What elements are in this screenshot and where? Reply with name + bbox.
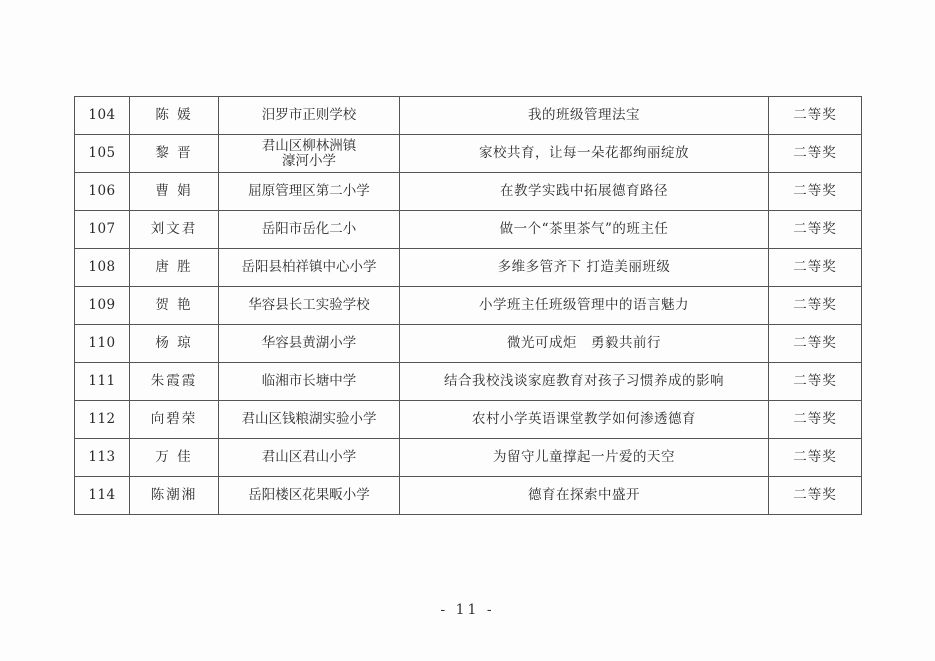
row-number-cell: 107: [75, 211, 130, 249]
school-cell: 君山区君山小学: [219, 439, 400, 477]
table-row: [75, 173, 862, 211]
row-number-cell: 113: [75, 439, 130, 477]
row-number-cell: 114: [75, 477, 130, 515]
page-number: - 11 -: [440, 602, 495, 618]
school-cell: 岳阳楼区花果畈小学: [219, 477, 400, 515]
award-level-cell: 二等奖: [769, 401, 862, 439]
row-number-cell: 112: [75, 401, 130, 439]
winner-name-cell: 黎 晋: [130, 135, 219, 173]
award-level-cell: 二等奖: [769, 363, 862, 401]
paper-title-cell: 微光可成炬 勇毅共前行: [400, 325, 769, 363]
school-cell: 屈原管理区第二小学: [219, 173, 400, 211]
winner-name-cell: 万 佳: [130, 439, 219, 477]
table-row: [75, 325, 862, 363]
paper-title-cell: 家校共育，让每一朵花都绚丽绽放: [400, 135, 769, 173]
school-cell: 临湘市长塘中学: [219, 363, 400, 401]
paper-title-cell: 做一个“茶里茶气”的班主任: [400, 211, 769, 249]
winner-name-cell: 陈 媛: [130, 97, 219, 135]
paper-title-cell: 为留守儿童撑起一片爱的天空: [400, 439, 769, 477]
school-cell: 君山区钱粮湖实验小学: [219, 401, 400, 439]
paper-title-cell: 结合我校浅谈家庭教育对孩子习惯养成的影响: [400, 363, 769, 401]
row-number-cell: 109: [75, 287, 130, 325]
award-level-cell: 二等奖: [769, 173, 862, 211]
table-row: [75, 287, 862, 325]
award-level-cell: 二等奖: [769, 477, 862, 515]
winner-name-cell: 朱霞霞: [130, 363, 219, 401]
paper-title-cell: 我的班级管理法宝: [400, 97, 769, 135]
award-level-cell: 二等奖: [769, 97, 862, 135]
award-level-cell: 二等奖: [769, 249, 862, 287]
school-cell: 华容县黄湖小学: [219, 325, 400, 363]
table-row: [75, 135, 862, 173]
table-row: [75, 439, 862, 477]
row-number-cell: 111: [75, 363, 130, 401]
paper-title-cell: 在教学实践中拓展德育路径: [400, 173, 769, 211]
row-number-cell: 110: [75, 325, 130, 363]
paper-title-cell: 小学班主任班级管理中的语言魅力: [400, 287, 769, 325]
winner-name-cell: 杨 琼: [130, 325, 219, 363]
table-row: [75, 249, 862, 287]
school-cell: 君山区柳林洲镇 濠河小学: [219, 135, 400, 173]
row-number-cell: 108: [75, 249, 130, 287]
winner-name-cell: 陈潮湘: [130, 477, 219, 515]
award-level-cell: 二等奖: [769, 135, 862, 173]
winner-name-cell: 向碧荣: [130, 401, 219, 439]
awards-table: [74, 96, 862, 515]
winner-name-cell: 贺 艳: [130, 287, 219, 325]
winner-name-cell: 刘文君: [130, 211, 219, 249]
school-cell: 华容县长工实验学校: [219, 287, 400, 325]
row-number-cell: 105: [75, 135, 130, 173]
school-cell: 汨罗市正则学校: [219, 97, 400, 135]
award-level-cell: 二等奖: [769, 325, 862, 363]
row-number-cell: 104: [75, 97, 130, 135]
paper-title-cell: 德育在探索中盛开: [400, 477, 769, 515]
paper-title-cell: 多维多管齐下 打造美丽班级: [400, 249, 769, 287]
school-cell: 岳阳县柏祥镇中心小学: [219, 249, 400, 287]
table-row: [75, 211, 862, 249]
award-level-cell: 二等奖: [769, 439, 862, 477]
winner-name-cell: 唐 胜: [130, 249, 219, 287]
table-row: [75, 477, 862, 515]
paper-title-cell: 农村小学英语课堂教学如何渗透德育: [400, 401, 769, 439]
table-row: [75, 363, 862, 401]
winner-name-cell: 曹 娟: [130, 173, 219, 211]
row-number-cell: 106: [75, 173, 130, 211]
table-row: [75, 401, 862, 439]
school-cell: 岳阳市岳化二小: [219, 211, 400, 249]
award-level-cell: 二等奖: [769, 211, 862, 249]
awards-table-body: [75, 97, 862, 515]
award-level-cell: 二等奖: [769, 287, 862, 325]
table-row: [75, 97, 862, 135]
